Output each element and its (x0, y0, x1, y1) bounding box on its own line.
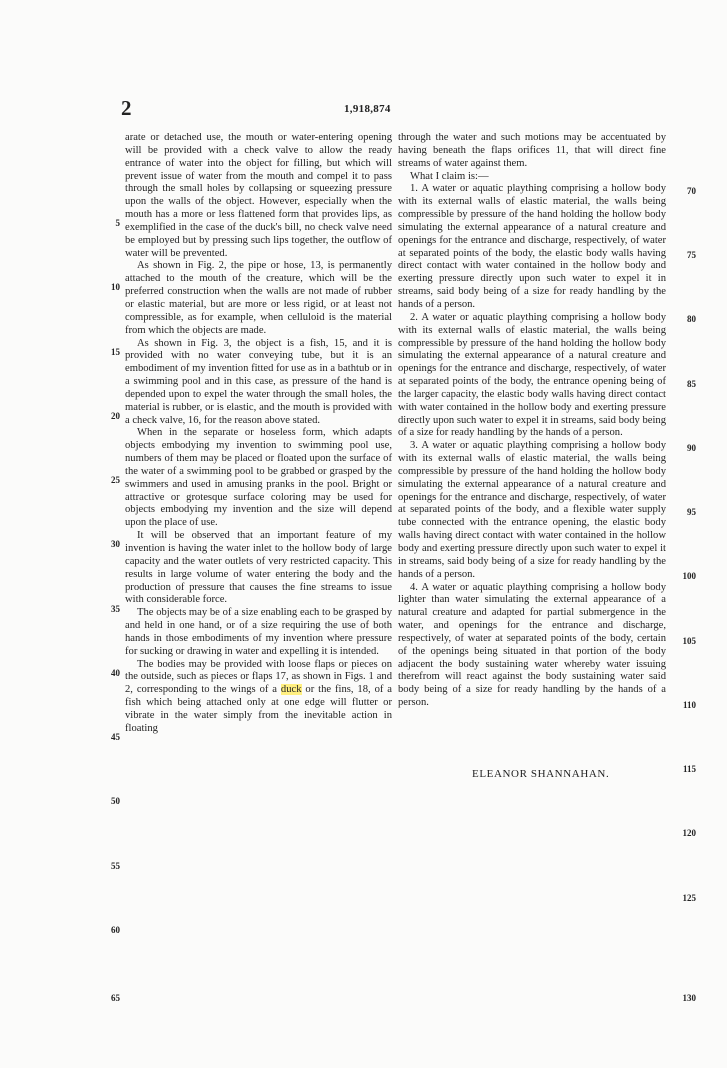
paragraph: arate or detached use, the mouth or water-entering opening will be provided with a check valve to allow the ready entrance of water into the object for filling, but which will prevent issue of water from the mouth and compel it to pass through the small holes by collapsing or squeezing pressure upon the walls of the object. However, especially when the mouth has a more or less flattened form that provides lips, as exemplified in the case of the duck's bill, no check valve need be employed but by pressing such lips together, the outflow of water will be prevented. (125, 132, 392, 259)
signature: ELEANOR SHANNAHAN. (472, 768, 610, 780)
line-number: 90 (687, 443, 696, 453)
paragraph: As shown in Fig. 2, the pipe or hose, 13, is permanently attached to the mouth of the creature, which will be the preferred construction when the walls are not made of rubber or elastic material, but are more or less rigid, or at least not compressible, as for example, when celluloid is the material from which the objects are made. (125, 260, 392, 336)
line-number: 115 (682, 764, 696, 774)
claim: 3. A water or aquatic plaything comprising a hollow body with its external walls of elastic material, the walls being compressible by pressure of the hand holding the hollow body simulating the external appearance of a natural creature and openings for the entrance and discharge, respectively, of water at separated points of the body, and a flexible water supply tube connected with the entrance opening, the elastic body walls having direct contact with water contained in the hollow body and exerting pressure directly upon such water to expel it in streams, said body being of a size for ready handling by the hands of a person. (398, 440, 666, 580)
line-number: 25 (111, 475, 120, 485)
line-number: 95 (687, 507, 696, 517)
line-number: 60 (111, 925, 120, 935)
text-span: The bodies may be provided with loose flaps or pieces on the outside, such as pieces or flaps 17, as shown in Figs. 1 and 2, corresponding to the wings of a (125, 658, 392, 696)
line-number: 40 (111, 668, 120, 678)
patent-number: 1,918,874 (344, 103, 391, 115)
line-number: 55 (111, 861, 120, 871)
line-number: 75 (687, 250, 696, 260)
line-number: 65 (111, 993, 120, 1003)
claim: 1. A water or aquatic plaything comprising a hollow body with its external walls of elastic material, the walls being compressible by pressure of the hand holding the hollow body simulating the external appearance of a natural creature and openings for the entrance and discharge, respectively, of water at separated points of the body, the elastic body walls having direct contact with water contained in the hollow body and exerting pressure directly upon such water to expel it in streams, said body being of a size for ready handling by the hands of a person. (398, 183, 666, 310)
line-number: 100 (682, 571, 696, 581)
paragraph-with-highlight (125, 659, 392, 736)
line-number: 70 (687, 186, 696, 196)
line-number: 85 (687, 379, 696, 389)
line-number: 35 (111, 604, 120, 614)
line-number: 80 (687, 314, 696, 324)
claim-heading: What I claim is:— (410, 170, 489, 182)
line-number: 5 (115, 218, 120, 228)
line-number: 50 (111, 796, 120, 806)
line-number: 30 (111, 539, 120, 549)
line-number: 45 (111, 732, 120, 742)
line-number: 15 (111, 347, 120, 357)
line-number: 10 (111, 282, 120, 292)
search-highlight: duck (280, 684, 302, 696)
paragraph: It will be observed that an important feature of my invention is having the water inlet to the hollow body of large capacity and the water outlets of very restricted capacity. This results in large volume of water entering the body and the production of pressure that causes the fine streams to issue with considerable force. (125, 530, 392, 606)
line-number: 125 (682, 893, 696, 903)
claim: 2. A water or aquatic plaything comprising a hollow body with its external walls of elastic material, the walls being compressible by pressure of the hand holding the hollow body simulating the external appearance of a natural creature and openings for the entrance and discharge, respectively, of water at separated points of the body, the entrance opening being of the larger capacity, the elastic body walls having direct contact with water contained in the hollow body and exerting pressure directly upon such water to expel it in streams, said body being of a size for ready handling by the hands of a person. (398, 311, 666, 439)
line-number: 130 (682, 993, 696, 1003)
line-number: 105 (682, 636, 696, 646)
text-span: or the fins, 18, of a fish which being attached only at one edge will flutter or vibrate in the water simply from the inevitable action in floating (125, 684, 393, 734)
line-number: 110 (682, 700, 696, 710)
paragraph: through the water and such motions may be accentuated by having beneath the flaps orifices 11, that will direct fine streams of water against them. (398, 132, 666, 169)
right-column (398, 132, 666, 710)
line-number: 120 (682, 828, 696, 838)
claim: 4. A water or aquatic plaything comprising a hollow body lighter than water simulating the external appearance of a natural creature and adapted for partial submergence in the water, and openings for the entrance and discharge, respectively, of water at separated points of the body, certain of the openings being situated in that portion of the body adjacent the body sustaining water whereby water issuing therefrom will react against the body sustaining water said body being of a size for ready handling by the hands of a person. (398, 581, 666, 709)
paragraph: As shown in Fig. 3, the object is a fish, 15, and it is provided with no water conveying tube, but it is an embodiment of my invention fitted for use as in a bathtub or in a swimming pool and in this case, as pressure of the hand is depended upon to expel the water through the small holes, the material is rubber, or is elastic, and the mouth is provided with a check valve, 16, for the reason above stated. (125, 337, 392, 426)
left-column (125, 132, 392, 736)
line-number: 20 (111, 411, 120, 421)
paragraph: The objects may be of a size enabling each to be grasped by and held in one hand, or of a size requiring the use of both hands in those embodiments of my invention where pressure for sucking or drawing in water and expelling it is intended. (125, 607, 392, 657)
page-number: 2 (121, 96, 132, 120)
paragraph: When in the separate or hoseless form, which adapts objects embodying my invention to swimming pool use, numbers of them may be placed or floated upon the surface of the water of a swimming pool to be grabbed or grasped by the swimmers and used in amusing pranks in the pool. Bright or attractive or grotesque surface coloring may be used for objects embodying my invention and the size will depend upon the place of use. (125, 427, 392, 529)
